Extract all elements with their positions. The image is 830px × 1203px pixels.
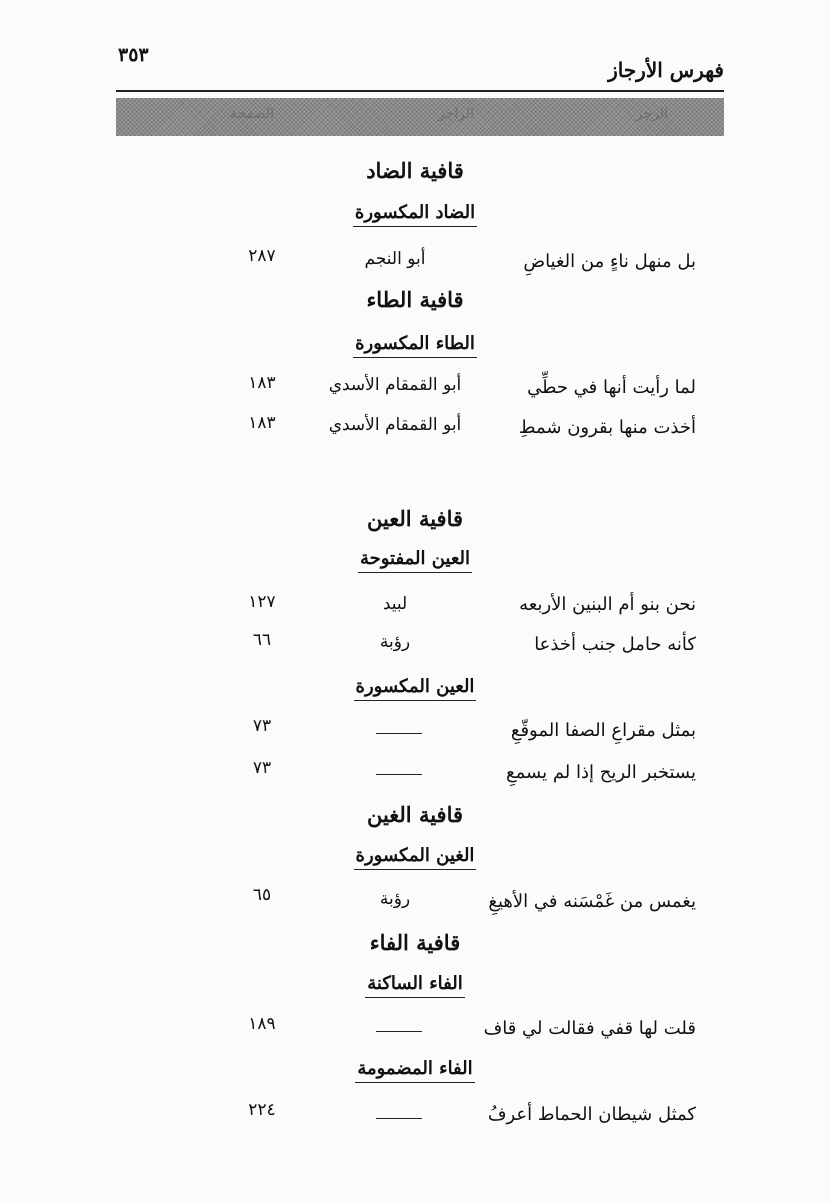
entry-page: ١٢٧ <box>248 592 276 612</box>
entry-poet: أبو النجم <box>364 249 426 269</box>
column-header-verse: الرجز <box>635 106 668 122</box>
subheading-ayn-maksura: العين المكسورة <box>0 676 830 701</box>
entry-poet: رؤبة <box>379 889 411 909</box>
poet-unknown-dash <box>376 1031 422 1032</box>
entry-page: ١٨٣ <box>248 373 276 393</box>
entry-page: ٢٨٧ <box>248 246 276 266</box>
subheading-ta-maksura: الطاء المكسورة <box>0 333 830 358</box>
poet-unknown-dash <box>376 733 422 734</box>
entry-poet: أبو القمقام الأسدي <box>328 375 462 395</box>
entry-verse: كأنه حامل جنب أخذعا <box>534 634 696 655</box>
subheading-fa-madmuma: الفاء المضمومة <box>0 1058 830 1083</box>
entry-poet: لبيد <box>382 594 408 614</box>
column-header-page: الصفحة <box>230 106 274 122</box>
entry-verse: لما رأيت أنها في حطِّي <box>527 377 696 398</box>
entry-verse: قلت لها قفي فقالت لي قاف <box>483 1018 696 1039</box>
subheading-dad-maksura: الضاد المكسورة <box>0 202 830 227</box>
section-title-ayn: قافية العين <box>366 506 464 531</box>
header-rule <box>116 90 724 92</box>
entry-verse: بمثل مقراعِ الصفا الموقّعِ <box>510 720 696 741</box>
entry-poet: أبو القمقام الأسدي <box>328 415 462 435</box>
entry-verse: نحن بنو أم البنين الأربعه <box>519 594 696 615</box>
entry-page: ٢٢٤ <box>248 1100 276 1120</box>
entry-page: ٧٣ <box>252 716 272 736</box>
running-title: فهرس الأرجاز <box>608 58 724 82</box>
entry-page: ٦٥ <box>252 885 272 905</box>
entry-poet: رؤبة <box>379 632 411 652</box>
entry-page: ١٨٣ <box>248 413 276 433</box>
subheading-fa-sakina: الفاء الساكنة <box>0 973 830 998</box>
entry-page: ١٨٩ <box>248 1014 276 1034</box>
entry-verse: أخذت منها بقرون شمطِ <box>518 417 696 438</box>
entry-verse: بل منهل ناءٍ من الغياضِ <box>523 251 696 272</box>
entry-page: ٦٦ <box>252 630 272 650</box>
section-title-ta: قافية الطاء <box>366 287 464 312</box>
section-title-dad: قافية الضاد <box>366 158 464 183</box>
subheading-ayn-maftuha: العين المفتوحة <box>0 548 830 573</box>
entry-verse: يستخبر الريح إذا لم يسمعِ <box>506 762 696 783</box>
column-header-band <box>116 98 724 136</box>
entry-verse: يغمس من غَمْسَنه في الأهيغِ <box>488 891 696 912</box>
page-number: ٣٥٣ <box>118 44 149 66</box>
section-title-fa: قافية الفاء <box>369 930 461 955</box>
column-header-poet: الراجز <box>437 106 474 122</box>
poet-unknown-dash <box>376 774 422 775</box>
poet-unknown-dash <box>376 1118 422 1119</box>
entry-verse: كمثل شيطان الحماط أعرفُ <box>487 1104 696 1125</box>
entry-page: ٧٣ <box>252 758 272 778</box>
section-title-ghayn: قافية الغين <box>366 802 464 827</box>
subheading-ghayn-maksura: الغين المكسورة <box>0 845 830 870</box>
